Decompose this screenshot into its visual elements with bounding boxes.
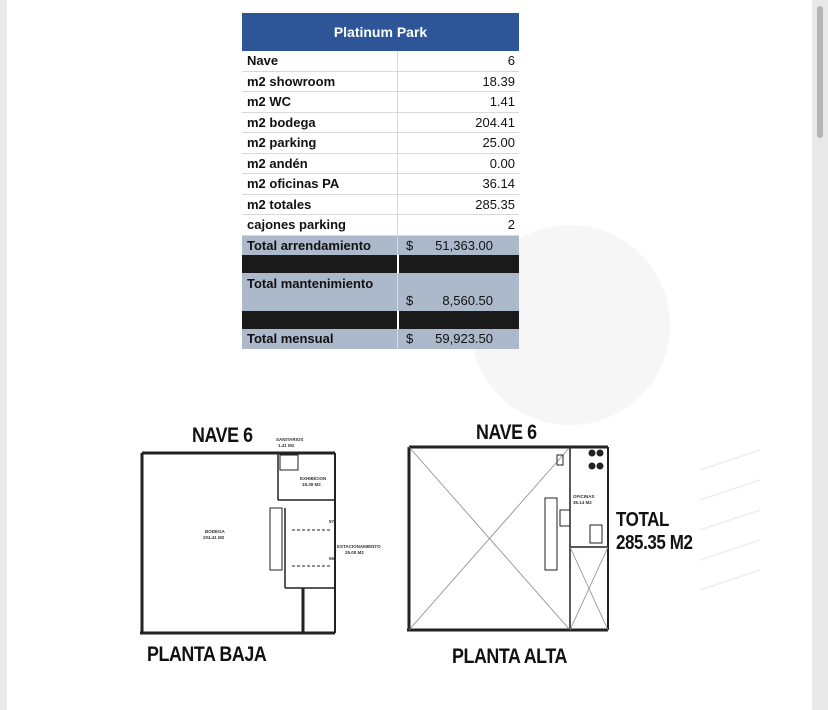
sanitarios-area: 1.41 M2 <box>278 443 295 448</box>
row-label: m2 WC <box>242 92 398 112</box>
row-label: m2 oficinas PA <box>242 174 398 194</box>
bodega-area: 204.41 M2 <box>203 535 225 540</box>
row-value: 18.39 <box>482 73 515 89</box>
table-title: Platinum Park <box>242 13 519 51</box>
row-value: 0.00 <box>489 155 515 171</box>
right-plan-title: NAVE 6 <box>476 421 537 444</box>
currency-symbol: $ <box>406 331 414 347</box>
left-plan-title: NAVE 6 <box>192 424 253 447</box>
row-value: 25.00 <box>482 135 515 151</box>
row-value: 6 <box>507 53 515 69</box>
left-plan-caption: PLANTA BAJA <box>147 643 267 666</box>
row-value: 36.14 <box>482 176 515 192</box>
row-label: cajones parking <box>242 215 398 235</box>
total-area-line1: TOTAL <box>616 509 669 531</box>
amount: 51,363.00 <box>435 237 493 253</box>
parking-slot-label: 57 <box>329 519 335 524</box>
total-area-line2: 285.35 M2 <box>616 532 693 554</box>
row-value: 2 <box>507 217 515 233</box>
row-label: Total mensual <box>242 329 398 349</box>
row-label: m2 parking <box>242 133 398 153</box>
row-value: 285.35 <box>475 196 515 212</box>
estacionamiento-area: 25.00 M2 <box>345 550 364 555</box>
parking-slot-label: 56 <box>329 556 335 561</box>
exhibicion-area: 18.39 M2 <box>302 482 321 487</box>
sanitarios-label: SANITARIOS <box>276 437 304 442</box>
row-label: m2 bodega <box>242 113 398 133</box>
planta-alta-labels <box>573 494 595 505</box>
oficinas-label: OFICINAS <box>573 494 595 499</box>
amount: 8,560.50 <box>442 293 493 308</box>
currency-symbol: $ <box>406 293 414 308</box>
row-label: Total arrendamiento <box>242 236 398 256</box>
row-label: m2 showroom <box>242 72 398 92</box>
row-value: 1.41 <box>489 94 515 110</box>
right-plan-caption: PLANTA ALTA <box>452 645 567 668</box>
bodega-label: BODEGA <box>205 529 225 534</box>
background-texture <box>700 450 760 590</box>
oficinas-area: 36.14 M2 <box>573 500 592 505</box>
row-label: Total mantenimiento <box>242 273 398 311</box>
row-label: m2 andén <box>242 154 398 174</box>
amount: 59,923.50 <box>435 331 493 347</box>
exhibicion-label: EXHIBICION <box>300 476 327 481</box>
row-value: 204.41 <box>475 114 515 130</box>
row-label: Nave <box>242 51 398 71</box>
row-label: m2 totales <box>242 195 398 215</box>
planta-baja-labels <box>203 437 381 561</box>
estacionamiento-label: ESTACIONAMIENTO <box>337 544 381 549</box>
planta-alta-plan <box>407 447 608 630</box>
currency-symbol: $ <box>406 237 414 253</box>
